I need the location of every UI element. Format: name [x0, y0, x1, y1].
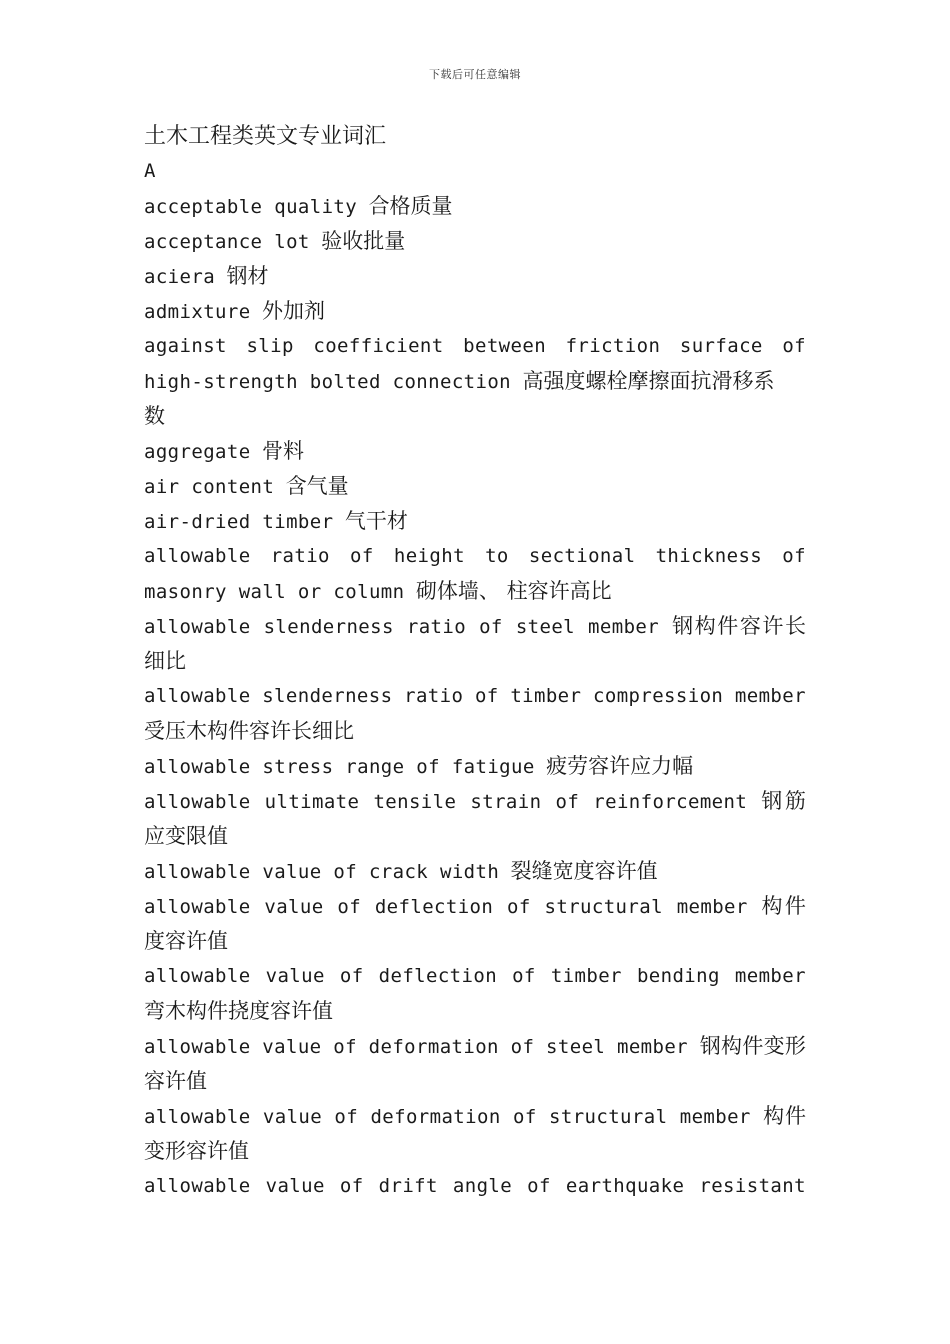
term-english-word: allowable — [144, 1175, 251, 1197]
term-english-word: of — [474, 685, 499, 707]
term-english-word: friction — [565, 335, 661, 357]
term-english-word: slenderness — [262, 685, 393, 707]
glossary-line — [144, 994, 806, 1029]
term-english-word: deflection — [378, 965, 498, 987]
term-english: allowable stress range of fatigue — [144, 756, 535, 778]
term-english-word: allowable — [144, 616, 251, 638]
glossary-line — [144, 854, 806, 889]
term-english-word: timber — [510, 685, 582, 707]
glossary-line — [144, 819, 806, 854]
term-english-word: drift — [378, 1175, 438, 1197]
term-english-word: steel — [546, 1036, 606, 1058]
glossary-line — [144, 189, 806, 224]
term-chinese: 钢构件变形 — [699, 1034, 806, 1058]
term-english-word: of — [333, 1036, 357, 1058]
term-chinese: 气干材 — [344, 509, 408, 533]
glossary-line — [144, 784, 806, 819]
term-english-word: allowable — [144, 545, 251, 567]
term-english-word: coefficient — [313, 335, 444, 357]
glossary-line — [144, 1134, 806, 1169]
term-chinese: 受压木构件容许长细比 — [144, 719, 354, 743]
glossary-line — [144, 714, 806, 749]
document-body — [144, 119, 806, 1204]
term-chinese: 细比 — [144, 649, 186, 673]
term-chinese: 骨料 — [262, 439, 305, 463]
term-english-word: structural — [549, 1106, 668, 1128]
term-english-word: strain — [470, 791, 542, 813]
term-english-word: sectional — [528, 545, 636, 567]
term-english-word: earthquake — [565, 1175, 685, 1197]
term-english-word: of — [479, 616, 503, 638]
term-chinese: 构件 — [761, 894, 806, 918]
term-english: acceptance lot — [144, 231, 310, 253]
term-english-word: member — [679, 1106, 751, 1128]
term-english-word: slenderness — [263, 616, 394, 638]
term-chinese: 含气量 — [285, 474, 349, 498]
glossary-line — [144, 1099, 806, 1134]
term-chinese: 变形容许值 — [144, 1139, 249, 1163]
term-english-word: allowable — [144, 1036, 251, 1058]
term-english-word: deflection — [374, 896, 494, 918]
term-english: air-dried timber — [144, 511, 334, 533]
term-chinese: 应变限值 — [144, 824, 228, 848]
glossary-line — [144, 539, 806, 574]
term-english-word: to — [485, 545, 509, 567]
glossary-line — [144, 749, 806, 784]
glossary-entries — [144, 189, 806, 1204]
glossary-line — [144, 469, 806, 504]
term-english-word: of — [339, 965, 364, 987]
term-chinese: 疲劳容许应力幅 — [546, 754, 694, 778]
term-english-word: value — [265, 965, 325, 987]
term-english-word: ratio — [270, 545, 330, 567]
term-english-word: of — [512, 965, 536, 987]
glossary-line — [144, 889, 806, 924]
glossary-line — [144, 609, 806, 644]
glossary-line — [144, 294, 806, 329]
term-english-word: slip — [246, 335, 294, 357]
term-english-word: of — [510, 1036, 535, 1058]
term-english-word: allowable — [144, 685, 251, 707]
term-english-word: of — [782, 545, 806, 567]
term-english-word: of — [513, 1106, 537, 1128]
term-english: masonry wall or column — [144, 581, 405, 603]
term-english-word: value — [265, 1175, 325, 1197]
glossary-line — [144, 959, 806, 994]
term-english-word: allowable — [144, 1106, 251, 1128]
term-english-word: structural — [544, 896, 663, 918]
term-english-word: of — [527, 1175, 551, 1197]
term-english-word: ratio — [406, 616, 467, 638]
term-english: acceptable quality — [144, 196, 358, 218]
term-english-word: ultimate — [264, 791, 360, 813]
term-english-word: member — [734, 965, 806, 987]
glossary-line — [144, 364, 806, 399]
term-english-word: value — [262, 1036, 322, 1058]
term-english-word: of — [782, 335, 806, 357]
term-english: aggregate — [144, 441, 251, 463]
term-english-word: member — [588, 616, 660, 638]
document-title: 土木工程类英文专业词汇 — [144, 124, 387, 149]
term-chinese: 弯木构件挠度容许值 — [144, 999, 333, 1023]
term-english-word: compression — [593, 685, 724, 707]
term-english-word: of — [350, 545, 374, 567]
term-english: aciera — [144, 266, 216, 288]
term-english-word: surface — [679, 335, 763, 357]
term-english-word: allowable — [144, 791, 251, 813]
term-chinese: 容许值 — [144, 1069, 207, 1093]
section-letter: A — [144, 160, 156, 182]
term-chinese: 钢筋 — [761, 789, 806, 813]
term-english-word: allowable — [144, 965, 251, 987]
term-chinese: 钢构件容许长 — [672, 614, 806, 638]
glossary-line — [144, 259, 806, 294]
term-english-word: reinforcement — [593, 791, 748, 813]
term-english-word: height — [393, 545, 465, 567]
term-english-word: deformation — [370, 1106, 501, 1128]
term-english-word: allowable — [144, 896, 251, 918]
term-english-word: member — [616, 1036, 689, 1058]
glossary-line — [144, 1064, 806, 1099]
term-english-word: against — [144, 335, 227, 357]
glossary-line — [144, 1029, 806, 1064]
term-english: air content — [144, 476, 275, 498]
term-english: allowable value of crack width — [144, 861, 500, 883]
glossary-line — [144, 679, 806, 714]
term-english-word: tensile — [373, 791, 457, 813]
glossary-line — [144, 224, 806, 259]
term-chinese: 度容许值 — [144, 929, 228, 953]
term-english-word: value — [262, 1106, 323, 1128]
term-english-word: of — [339, 1175, 364, 1197]
term-chinese: 数 — [144, 404, 165, 428]
term-chinese: 砌体墙、 柱容许高比 — [415, 579, 612, 603]
term-english-word: angle — [452, 1175, 513, 1197]
glossary-line — [144, 574, 806, 609]
glossary-line — [144, 399, 806, 434]
term-chinese: 构件 — [763, 1104, 806, 1128]
term-english-word: of — [337, 896, 362, 918]
term-english-word: resistant — [699, 1175, 806, 1197]
glossary-line — [144, 434, 806, 469]
term-english-word: of — [334, 1106, 359, 1128]
glossary-line — [144, 924, 806, 959]
term-chinese: 合格质量 — [368, 194, 453, 218]
term-chinese: 高强度螺栓摩擦面抗滑移系 — [522, 369, 775, 393]
term-english-word: of — [507, 896, 531, 918]
term-english-word: member — [734, 685, 806, 707]
glossary-line — [144, 1169, 806, 1204]
header-note: 下载后可任意编辑 — [429, 68, 521, 81]
glossary-line — [144, 504, 806, 539]
term-english-word: deformation — [368, 1036, 499, 1058]
term-english: admixture — [144, 301, 251, 323]
term-english-word: between — [463, 335, 547, 357]
term-chinese: 裂缝宽度容许值 — [510, 859, 658, 883]
term-chinese: 钢材 — [226, 264, 269, 288]
term-english-word: steel — [515, 616, 576, 638]
glossary-line — [144, 644, 806, 679]
term-english-word: timber — [550, 965, 622, 987]
term-english-word: value — [264, 896, 324, 918]
glossary-line — [144, 329, 806, 364]
term-chinese: 外加剂 — [262, 299, 326, 323]
term-english-word: of — [555, 791, 580, 813]
term-english-word: member — [676, 896, 748, 918]
term-english: high-strength bolted connection — [144, 371, 512, 393]
term-english-word: thickness — [655, 545, 763, 567]
term-chinese: 验收批量 — [321, 229, 406, 253]
term-english-word: bending — [636, 965, 720, 987]
term-english-word: ratio — [404, 685, 464, 707]
